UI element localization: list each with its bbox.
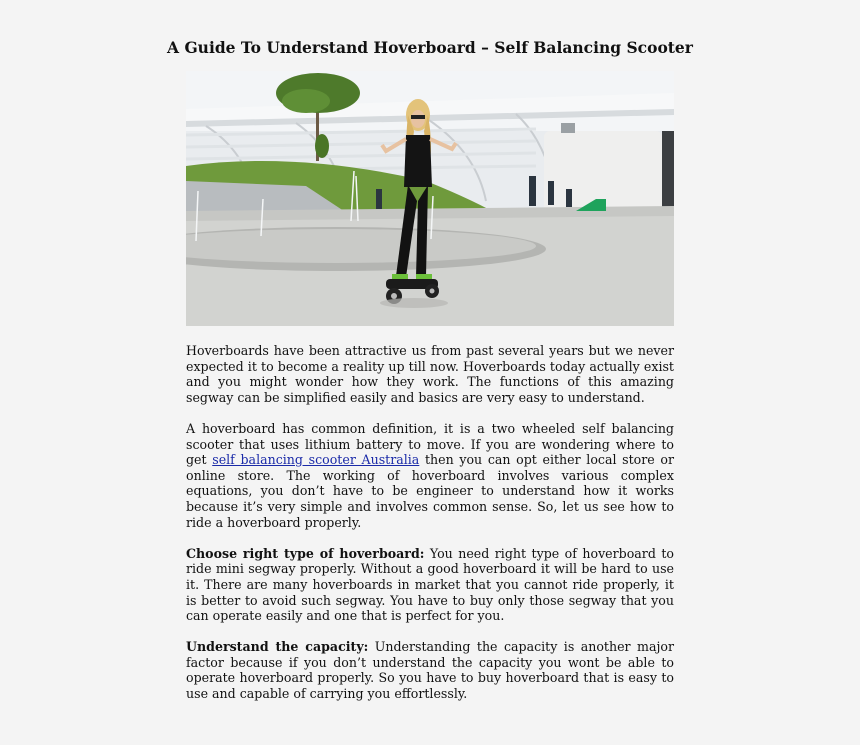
paragraph-intro-text: Hoverboards have been attractive us from past several years but we never expected it to become a reality up till now. Hoverboards today actually exist and you might wonder how they work. The functions of this amazing segway can be simplified easily and basics are very easy to understand. xyxy=(186,343,674,405)
paragraph-intro xyxy=(186,343,674,405)
capacity-text: Understanding the capacity is another major factor because if you don’t understand the capacity you wont be able to operate hoverboard properly. So you have to buy hoverboard that is easy to use and capable of carrying you effortlessly. xyxy=(186,639,674,702)
document-page xyxy=(167,0,693,702)
self-balancing-scooter-link[interactable]: self balancing scooter Australia xyxy=(212,452,420,468)
choose-type-text: You need right type of hoverboard to ride mini segway properly. Without a good hoverboard it will be hard to use it. There are many hoverboards in market that you cannot ride properly, it is better to avoid such segway. You have to buy only those segway that you can operate easily and one that is perfect for you. xyxy=(186,545,674,624)
hoverboard-photo xyxy=(186,71,674,326)
paragraph-definition-after: then you can opt either local store or online store. The working of hoverboard involves various complex equations, you don’t have to be engineer to understand how it works because it’s very simple and involves common sense. So, let us see how to ride a hoverboard properly. xyxy=(186,452,674,530)
paragraph-definition xyxy=(186,421,674,530)
paragraph-choose-type xyxy=(186,546,674,624)
capacity-heading: Understand the capacity: xyxy=(186,639,369,655)
paragraph-capacity xyxy=(186,639,674,701)
document-title: A Guide To Understand Hoverboard – Self Balancing Scooter xyxy=(167,38,693,57)
choose-type-heading: Choose right type of hoverboard: xyxy=(186,545,425,561)
paragraph-definition-before: A hoverboard has common definition, it is a two wheeled self balancing scooter that uses lithium battery to move. If you are wondering where to get xyxy=(186,420,674,468)
